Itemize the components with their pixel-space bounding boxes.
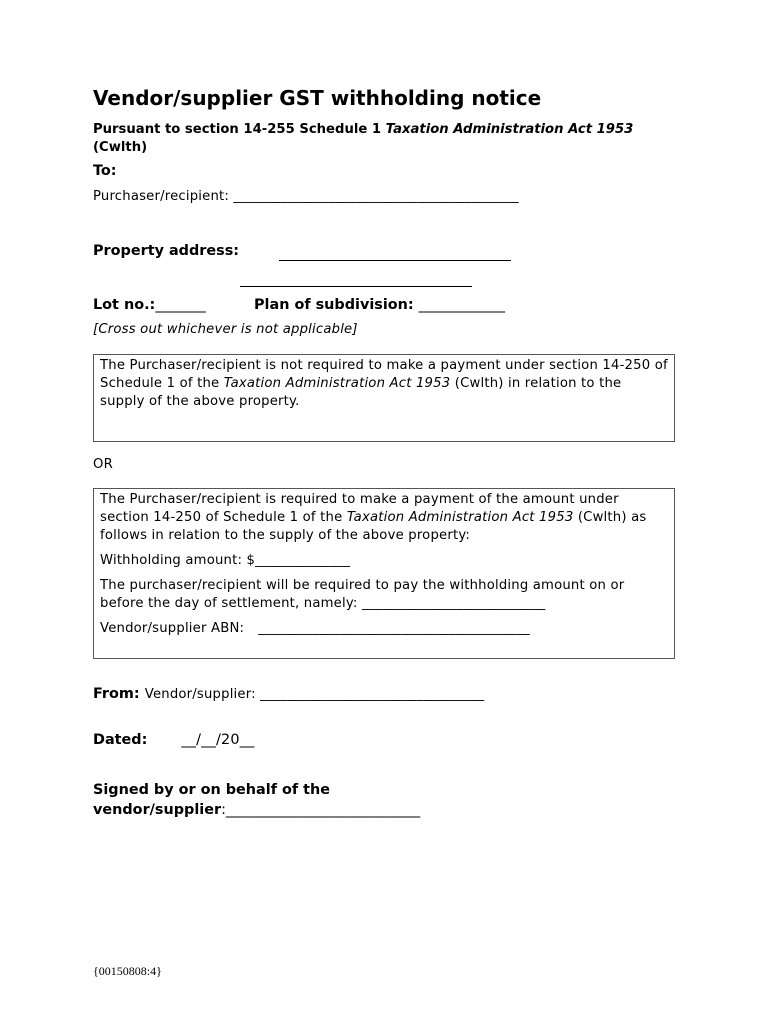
withholding-amount-label: Withholding amount: $: [100, 553, 256, 568]
plan-blank[interactable]: ____________: [418, 297, 505, 313]
option1-text-before: The Purchaser/recipient is not required to make a payment under section 14-250 of Schedule 1 of the: [100, 358, 668, 391]
date-blank[interactable]: __/__/20__: [181, 732, 255, 748]
option2-text-after: (Cwlth) as follows in relation to the supply of the above property:: [100, 510, 647, 543]
withholding-amount-blank[interactable]: ______________: [255, 553, 351, 568]
from-label: From:: [93, 686, 140, 702]
signed-line-1: Signed by or on behalf of the: [93, 782, 331, 798]
lot-field: [93, 297, 206, 313]
purchaser-field: [93, 189, 519, 204]
document-page: [93, 0, 683, 1024]
lot-blank[interactable]: _______: [155, 297, 206, 313]
from-field: [93, 683, 484, 702]
signature-blank[interactable]: ___________________________: [225, 802, 421, 818]
option-no-payment-text: [100, 357, 668, 411]
property-address-line-2[interactable]: [240, 272, 472, 287]
withholding-amount-field: [100, 552, 668, 570]
vendor-blank[interactable]: _________________________________: [260, 687, 485, 702]
to-label: To:: [93, 163, 117, 179]
option1-text-after: (Cwlth) in relation to the supply of the above property.: [100, 376, 622, 409]
subtitle-suffix: (Cwlth): [93, 140, 148, 155]
document-title: Vendor/supplier GST withholding notice: [93, 86, 542, 110]
settlement-text: The purchaser/recipient will be required to pay the withholding amount on or before the day of settlement, namely:: [100, 578, 625, 611]
signed-colon: :: [221, 802, 226, 818]
signed-line-2: [93, 800, 453, 820]
option2-text-before: The Purchaser/recipient is required to make a payment of the amount under section 14-250 of Schedule 1 of the: [100, 492, 619, 525]
vendor-abn-blank[interactable]: ________________________________________: [258, 621, 530, 636]
property-address-label: Property address:: [93, 243, 240, 259]
vendor-abn-field: [100, 620, 668, 638]
plan-field: [254, 297, 505, 313]
or-divider: OR: [93, 457, 113, 472]
settlement-field: [100, 577, 668, 613]
plan-label: Plan of subdivision:: [254, 297, 419, 313]
subtitle-prefix: Pursuant to section 14-255 Schedule 1: [93, 122, 386, 137]
option1-act-name: Taxation Administration Act 1953: [223, 376, 451, 391]
purchaser-label: Purchaser/recipient:: [93, 189, 234, 204]
cross-out-note: [Cross out whichever is not applicable]: [93, 322, 358, 337]
legislation-reference: [93, 121, 653, 157]
signature-field: [93, 780, 453, 820]
option-payment-text: [100, 491, 668, 545]
option-payment-box: [93, 488, 675, 659]
lot-label: Lot no.:: [93, 297, 156, 313]
dated-label: Dated:: [93, 732, 148, 748]
vendor-abn-label: Vendor/supplier ABN:: [100, 621, 245, 636]
settlement-date-blank[interactable]: ___________________________: [361, 596, 546, 611]
dated-field: [93, 729, 255, 748]
option2-act-name: Taxation Administration Act 1953: [346, 510, 574, 525]
vendor-label: Vendor/supplier:: [144, 687, 261, 702]
option-no-payment-box: [93, 354, 675, 442]
purchaser-blank[interactable]: __________________________________________: [233, 189, 519, 204]
subtitle-act-name: Taxation Administration Act 1953: [385, 122, 634, 137]
document-reference-code: {00150808:4}: [93, 964, 162, 978]
signed-label: vendor/supplier: [93, 802, 222, 818]
property-address-line-1[interactable]: [279, 246, 511, 261]
